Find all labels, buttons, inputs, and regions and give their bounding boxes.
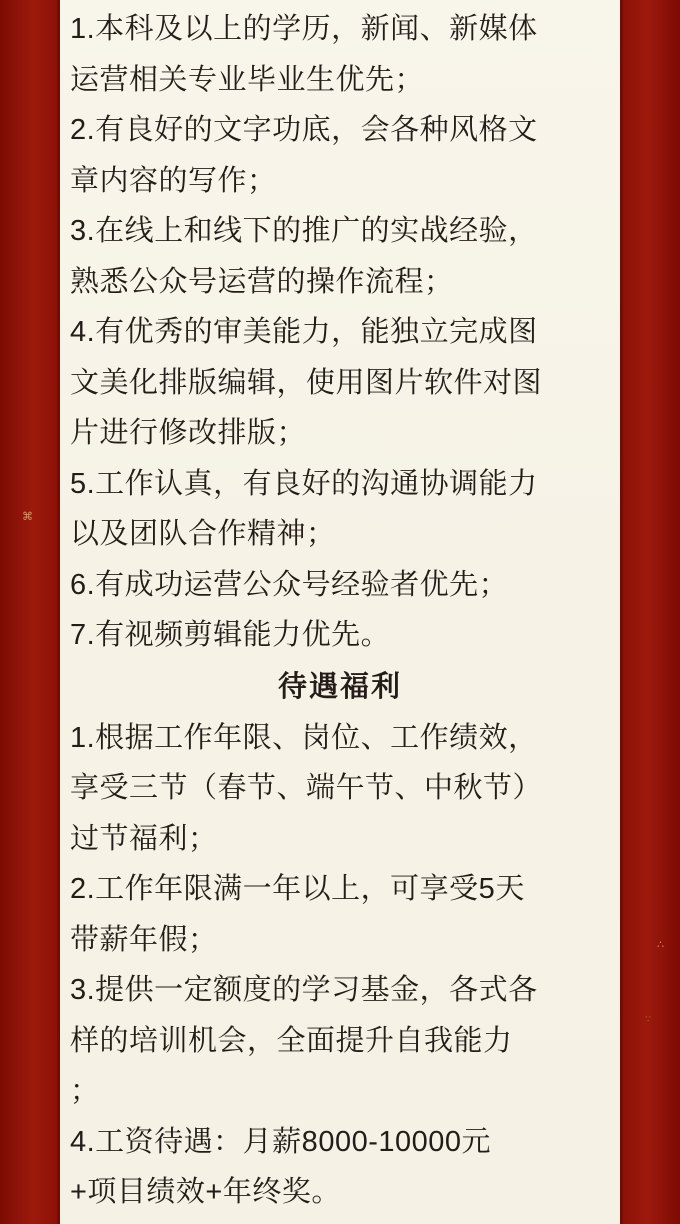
content-panel bbox=[60, 0, 620, 1224]
text-line: 享受三节（春节、端午节、中秋节） bbox=[70, 772, 543, 804]
text-line: 文美化排版编辑，使用图片软件对图 bbox=[70, 366, 543, 399]
ornament-icon: ⌘ bbox=[22, 511, 32, 523]
document-body bbox=[70, 0, 610, 1218]
section-heading-benefits: 待遇福利 bbox=[277, 670, 402, 703]
text-line: 熟悉公众号运营的操作流程； bbox=[70, 265, 454, 298]
ornament-icon: ∴ bbox=[657, 939, 663, 951]
text-line: 1.本科及以上的学历，新闻、新媒体 bbox=[70, 13, 538, 45]
text-line: ； bbox=[70, 1075, 100, 1107]
text-line: 4.工资待遇：月薪8000-10000元 bbox=[70, 1125, 491, 1158]
text-line: 5.工作认真，有良好的沟通协调能力 bbox=[70, 467, 538, 500]
text-line: 章内容的写作； bbox=[70, 164, 277, 197]
text-line: 过节福利； bbox=[70, 822, 218, 855]
decorative-right-border bbox=[620, 0, 680, 1224]
decorative-left-border bbox=[0, 0, 60, 1224]
text-line: +项目绩效+年终奖。 bbox=[70, 1176, 341, 1208]
text-line: 4.有优秀的审美能力，能独立完成图 bbox=[70, 316, 538, 348]
text-line: 带薪年假； bbox=[70, 923, 218, 956]
text-line: 3.提供一定额度的学习基金，各式各 bbox=[70, 974, 538, 1006]
benefits-block bbox=[70, 713, 610, 1218]
text-line: 以及团队合作精神； bbox=[70, 518, 336, 550]
text-line: 片进行修改排版； bbox=[70, 417, 307, 449]
text-line: 3.在线上和线下的推广的实战经验， bbox=[70, 215, 538, 247]
requirements-block bbox=[70, 4, 610, 661]
text-line: 样的培训机会，全面提升自我能力 bbox=[70, 1024, 513, 1057]
text-line: 2.有良好的文字功底，会各种风格文 bbox=[70, 114, 538, 146]
text-line: 运营相关专业毕业生优先； bbox=[70, 63, 425, 96]
text-line: 2.工作年限满一年以上，可享受5天 bbox=[70, 873, 525, 905]
text-line: 6.有成功运营公众号经验者优先； bbox=[70, 568, 509, 601]
text-line: 7.有视频剪辑能力优先。 bbox=[70, 619, 391, 651]
text-line: 1.根据工作年限、岗位、工作绩效， bbox=[70, 721, 538, 754]
ornament-icon: ∵ bbox=[645, 1014, 650, 1024]
